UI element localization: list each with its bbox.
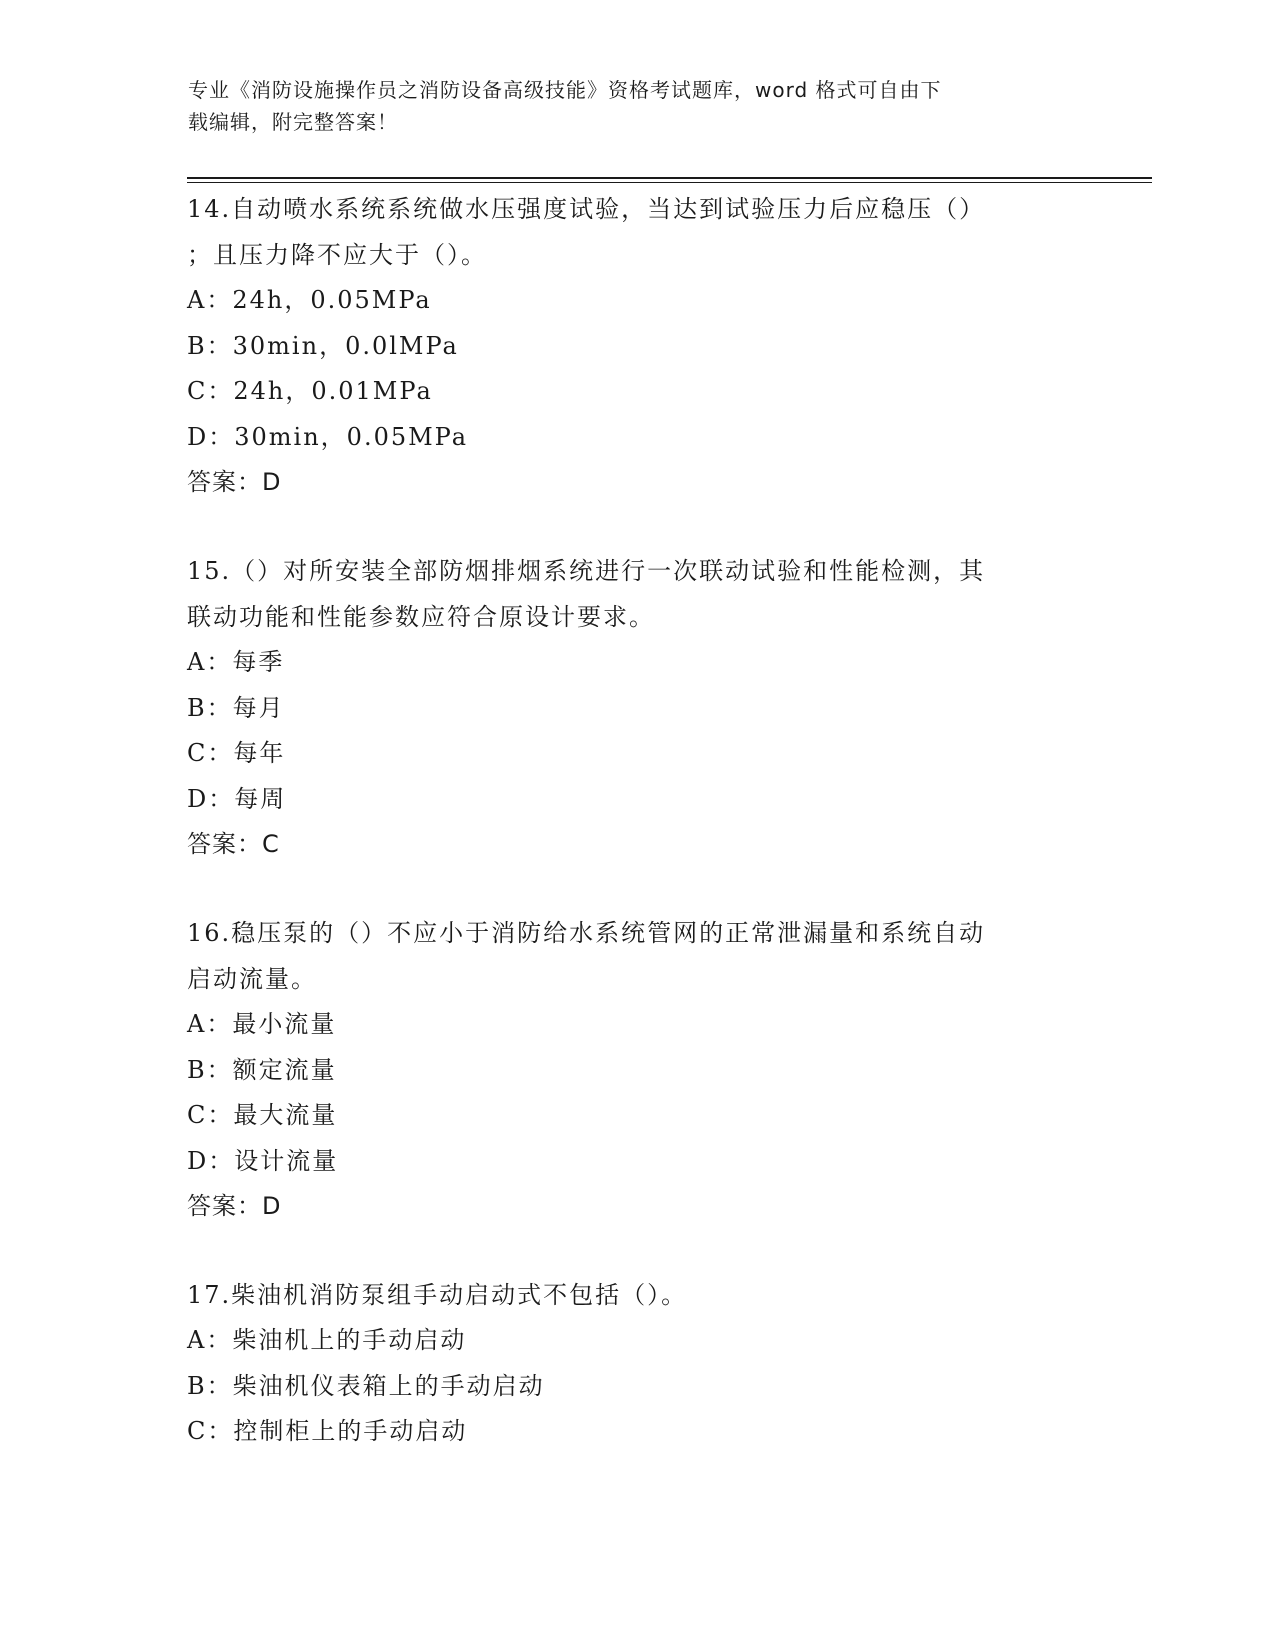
- header-line-2: 载编辑，附完整答案！: [188, 110, 398, 134]
- option-d: D：设计流量: [187, 1146, 339, 1175]
- option-c: C：最大流量: [187, 1101, 338, 1129]
- question-17: [187, 1272, 1087, 1455]
- header-line-1: 专业《消防设施操作员之消防设备高级技能》资格考试题库，word 格式可自由下: [188, 78, 942, 102]
- question-stem-line: 15.（）对所安装全部防烟排烟系统进行一次联动试验和性能检测，其: [187, 557, 986, 585]
- option-c: C：每年: [187, 739, 286, 767]
- option-b: B：额定流量: [187, 1055, 337, 1084]
- question-stem-line: ；且压力降不应大于（）。: [187, 241, 487, 269]
- question-stem-line: 17.柴油机消防泵组手动启动式不包括（）。: [187, 1281, 688, 1309]
- option-d: D：30min，0.05MPa: [187, 422, 469, 451]
- option-a: A：每季: [187, 648, 285, 676]
- answer-line: 答案：D: [187, 1192, 282, 1220]
- question-16: [187, 910, 1087, 1228]
- option-b: B：30min，0.0lMPa: [187, 331, 459, 360]
- document-header: [188, 74, 1068, 138]
- option-b: B：柴油机仪表箱上的手动启动: [187, 1371, 545, 1400]
- header-divider-thick: [187, 177, 1152, 179]
- question-stem-line: 14.自动喷水系统系统做水压强度试验，当达到试验压力后应稳压（）: [187, 195, 986, 223]
- option-c: C：控制柜上的手动启动: [187, 1417, 468, 1445]
- option-a: A：最小流量: [187, 1010, 337, 1038]
- option-a: A：柴油机上的手动启动: [187, 1326, 467, 1354]
- question-stem-line: 16.稳压泵的（）不应小于消防给水系统管网的正常泄漏量和系统自动: [187, 919, 986, 947]
- question-15: [187, 548, 1087, 866]
- option-b: B：每月: [187, 693, 285, 722]
- option-c: C：24h，0.01MPa: [187, 377, 433, 405]
- answer-line: 答案：D: [187, 468, 282, 496]
- answer-line: 答案：C: [187, 830, 280, 858]
- header-divider-thin: [187, 182, 1152, 183]
- option-a: A：24h，0.05MPa: [187, 286, 432, 314]
- question-list: [187, 186, 1087, 1455]
- question-stem-line: 启动流量。: [187, 965, 317, 993]
- question-stem-line: 联动功能和性能参数应符合原设计要求。: [187, 603, 655, 631]
- option-d: D：每周: [187, 784, 287, 813]
- question-14: [187, 186, 1087, 504]
